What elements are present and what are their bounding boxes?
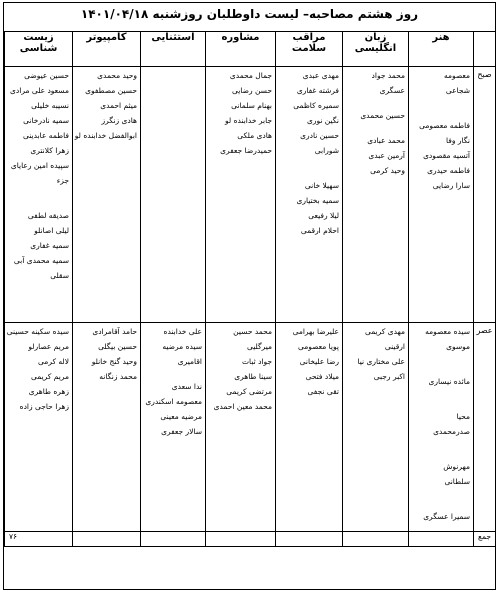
candidate-name: حسین مصطفوی (85, 86, 137, 95)
candidate-name: لیلی اصانلو (34, 226, 69, 235)
spacer (412, 499, 470, 509)
candidate-name: زهرا کلانتری (30, 146, 69, 155)
candidate-name: حسین نادری (300, 131, 339, 140)
candidate-name: محمد جواد (371, 71, 405, 80)
candidate-name: هادی زنگرز (101, 116, 137, 125)
candidate-name: فاطمه حیدری (427, 166, 470, 175)
spacer (412, 439, 470, 449)
candidate-name: جمال محمدی (229, 71, 272, 80)
spacer (279, 158, 339, 168)
candidate-name: جواد ثبات (241, 357, 272, 366)
candidate-name: تقی نجفی (307, 387, 339, 396)
candidate-name: فاطمه معصومی (419, 121, 470, 130)
candidate-name: سپیده امین رعایای (10, 161, 69, 170)
candidate-name: محمد معین احمدی (213, 402, 272, 411)
candidate-name: مریم کریمی (30, 372, 69, 381)
candidate-name: محمد عبادی (367, 136, 405, 145)
candidate-name: سمیه غفاری (30, 241, 69, 250)
candidate-name: وحید محمدی (97, 71, 137, 80)
candidate-name: عسگری (379, 86, 405, 95)
spacer (412, 449, 470, 459)
names-cell (276, 323, 343, 532)
candidate-name: شجاعی (445, 86, 470, 95)
session-row-evening (5, 323, 496, 532)
candidate-name: حسین عیوضی (24, 71, 69, 80)
names-cell (276, 67, 343, 323)
candidate-name: ابوالفضل خدابنده لو (74, 131, 137, 140)
candidate-name: هادی ملکی (237, 131, 272, 140)
candidate-name: فرشته غفاری (296, 86, 339, 95)
candidate-name: محمد زنگانه (99, 372, 137, 381)
names-cell (73, 67, 141, 323)
page-title: روز هشتم مصاحبه– لیست داوطلبان روزشنبه ۱۴۰۱/۰۴/۱۸ (80, 7, 419, 21)
total-cell (73, 532, 141, 547)
session-row-morning (5, 67, 496, 323)
spacer (412, 389, 470, 399)
candidate-name: سیده مرضیه (162, 342, 202, 351)
candidate-name: آرمین عبدی (368, 151, 405, 160)
names-cell (5, 323, 73, 532)
candidate-name: شورابی (314, 146, 339, 155)
candidate-name: حسین بیگلی (98, 342, 137, 351)
candidate-name: جزء (56, 176, 69, 185)
column-header: کامپیوتر (73, 32, 141, 67)
spacer (346, 98, 405, 108)
candidate-name: سمیه محمدی آبی (13, 256, 69, 265)
candidate-name: پویا معصومی (297, 342, 339, 351)
candidate-name: اقامیری (177, 357, 202, 366)
total-row (5, 532, 496, 547)
document-page (3, 2, 496, 590)
names-cell (206, 67, 276, 323)
total-cell (276, 532, 343, 547)
names-cell (5, 67, 73, 323)
candidate-name: اکبر رجبی (373, 372, 405, 381)
candidate-name: حامد آقامرادی (92, 327, 137, 336)
spacer (412, 98, 470, 108)
total-cell (206, 532, 276, 547)
spacer (412, 399, 470, 409)
candidate-name: مسعود علی مرادی (10, 86, 69, 95)
header-stub (474, 32, 496, 67)
candidate-name: لیلا رفیعی (308, 211, 339, 220)
candidate-name: سالار جعفری (161, 427, 202, 436)
candidate-name: فاطمه عابدینی (23, 131, 69, 140)
spacer (144, 369, 202, 379)
candidate-name: علیرضا بهرامی (292, 327, 339, 336)
column-header: مراقب سلامت (276, 32, 343, 67)
column-header: زیست شناسی (5, 32, 73, 67)
candidate-name: سارا رضایی (432, 181, 470, 190)
candidate-name: مهدی عبدی (302, 71, 339, 80)
spacer (8, 188, 69, 198)
candidate-name: سمیرا عسگری (423, 512, 470, 521)
spacer (412, 108, 470, 118)
candidate-name: سمیه نادرخانی (23, 116, 69, 125)
candidate-name: نگار وفا (445, 136, 470, 145)
candidate-name: محیا (456, 412, 470, 421)
candidate-name: نگین نوری (306, 116, 339, 125)
candidate-name: میلاد فتحی (305, 372, 339, 381)
header-row (5, 32, 496, 67)
candidate-name: مرضیه معینی (160, 412, 202, 421)
candidate-name: زهرا حاجی زاده (19, 402, 69, 411)
spacer (412, 354, 470, 364)
names-cell (141, 323, 206, 532)
candidate-name: مهدی کریمی (364, 327, 405, 336)
candidate-name: بهنام سلمانی (231, 101, 272, 110)
candidate-name: محمد حسین (233, 327, 272, 336)
spacer (346, 123, 405, 133)
total-cell (343, 532, 409, 547)
candidate-name: صدرمحمدی (433, 427, 470, 436)
candidate-name: سیده معصومه (425, 327, 470, 336)
candidate-name: سینا طاهری (234, 372, 272, 381)
candidate-name: سلطانی (444, 477, 470, 486)
total-value: ۷۶ (5, 532, 73, 547)
candidate-name: میثم احمدی (100, 101, 137, 110)
candidate-name: سقلی (50, 271, 69, 280)
column-header: زبان انگلیسی (343, 32, 409, 67)
candidate-name: حسین محمدی (360, 111, 405, 120)
candidate-name: سمیره کاظمی (293, 101, 339, 110)
candidate-name: سهیلا خانی (304, 181, 339, 190)
candidate-name: مریم عصارلو (28, 342, 69, 351)
candidate-name: وحید کرمی (370, 166, 405, 175)
candidate-name: حمیدرضا جعفری (220, 146, 272, 155)
candidate-name: سمیه بختیاری (296, 196, 339, 205)
candidate-name: علی مختاری نیا (357, 357, 405, 366)
names-cell (409, 323, 474, 532)
session-label: عصر (474, 323, 496, 532)
candidate-name: سیده سکینه حسینی (6, 327, 69, 336)
names-cell (343, 67, 409, 323)
candidate-name: نسیبه خلیلی (31, 101, 69, 110)
names-cell (343, 323, 409, 532)
session-label: صبح (474, 67, 496, 323)
total-label: جمع (474, 532, 496, 547)
candidate-name: مرتضی کریمی (226, 387, 272, 396)
names-cell (206, 323, 276, 532)
candidate-name: صدیقه لطفی (27, 211, 69, 220)
column-header: مشاوره (206, 32, 276, 67)
candidate-name: معصومه اسکندری (145, 397, 202, 406)
candidate-name: موسوی (446, 342, 470, 351)
column-header: استثنایی (141, 32, 206, 67)
candidate-name: لاله کرمی (38, 357, 69, 366)
spacer (412, 364, 470, 374)
candidate-name: مائده نیساری (428, 377, 470, 386)
candidate-name: زهره طاهری (28, 387, 69, 396)
candidate-table (4, 31, 496, 547)
candidate-name: ارقینی (384, 342, 405, 351)
total-cell (141, 532, 206, 547)
total-cell (409, 532, 474, 547)
names-cell (73, 323, 141, 532)
names-cell (141, 67, 206, 323)
candidate-name: جابر خدابنده لو (225, 116, 272, 125)
candidate-name: علی خدابنده (163, 327, 202, 336)
spacer (279, 168, 339, 178)
candidate-name: احلام ارقمی (300, 226, 339, 235)
names-cell (409, 67, 474, 323)
candidate-name: میرگلیی (247, 342, 272, 351)
column-header: هنر (409, 32, 474, 67)
candidate-name: مهرنوش (443, 462, 470, 471)
candidate-name: آتسیه مقصودی (423, 151, 470, 160)
candidate-name: وحید گنج خانلو (91, 357, 137, 366)
spacer (8, 198, 69, 208)
candidate-name: حسن رضایی (231, 86, 272, 95)
spacer (412, 489, 470, 499)
candidate-name: ندا سعدی (171, 382, 202, 391)
candidate-name: معصومه (443, 71, 470, 80)
candidate-name: رضا علیخانی (299, 357, 339, 366)
